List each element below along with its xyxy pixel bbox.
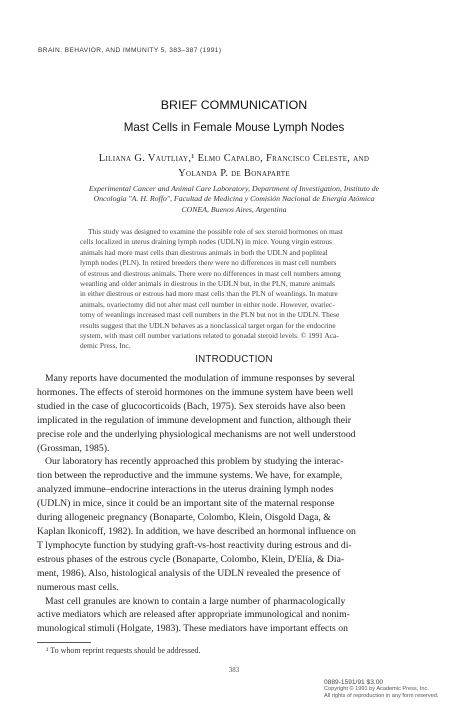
body-line: implicated in the regulation of immune development and function, although their <box>37 414 351 426</box>
body-line: T lymphocyte function by studying graft-vs-host reactivity during estrous and di- <box>37 539 352 551</box>
footnote: ¹ To whom reprint requests should be addressed. <box>46 646 201 655</box>
abstract <box>80 227 388 352</box>
running-head: BRAIN, BEHAVIOR, AND IMMUNITY 5, 383–387 (1991) <box>38 47 222 54</box>
body-line: Mast cell granules are known to contain a large number of pharmacologically <box>45 595 346 607</box>
body-line: (Grossman, 1985). <box>37 442 110 454</box>
section-heading: INTRODUCTION <box>195 354 273 365</box>
author-list <box>50 151 418 181</box>
author-line: Yolanda P. de Bonaparte <box>178 168 290 179</box>
author-line: Liliana G. Vautliay,¹ Elmo Capalbo, Francisco Celeste, and <box>98 153 370 164</box>
copyright-line: 0889-1591/91 $3.00 <box>324 679 384 686</box>
body-line: munological stimuli (Holgate, 1983). These mediators have important effects on <box>37 623 348 635</box>
footnote-divider <box>37 642 91 643</box>
body-line: Many reports have documented the modulation of immune responses by several <box>45 373 355 384</box>
body-text <box>37 372 435 636</box>
copyright-line: Copyright © 1991 by Academic Press, Inc. <box>324 686 429 692</box>
body-line: active mediators which are released after appropriate immunological and nonim- <box>37 609 350 621</box>
body-line: estrous phases of the estrous cycle (Bonaparte, Colombo, Klein, D'Elía, & Dia- <box>37 553 345 565</box>
affiliation-line: CONEA, Buenos Aires, Argentina <box>181 204 287 214</box>
abstract-line: tomy of weanlings increased mast cell numbers in the PLN but not in the UDLN. These <box>80 310 340 320</box>
abstract-line: system, with mast cell number variations related to gonadal steroid levels. © 1991 Aca- <box>80 331 339 341</box>
abstract-line: weanling and older animals in diestrous in the UDLN but, in the PLN, mature animals <box>80 279 335 289</box>
article-title: Mast Cells in Female Mouse Lymph Nodes <box>123 121 345 134</box>
body-line: numerous mast cells. <box>37 581 119 593</box>
affiliation <box>62 184 406 215</box>
abstract-line: This study was designed to examine the possible role of sex steroid hormones on mast <box>88 227 343 236</box>
section-label: BRIEF COMMUNICATION <box>160 98 308 112</box>
body-line: ment, 1986). Also, histological analysis of the UDLN revealed the presence of <box>37 567 341 579</box>
body-line: tion between the reproductive and the immune systems. We have, for example, <box>37 470 343 482</box>
body-line: Our laboratory has recently approached this problem by studying the interac- <box>45 456 344 468</box>
abstract-line: lymph nodes (PLN). In retired breeders there were no differences in mast cell numbers <box>80 258 337 268</box>
page-number: 383 <box>228 666 240 674</box>
body-line: Kaplan Ikonicoff, 1982). In addition, we have described an hormonal influence on <box>37 525 356 537</box>
copyright-notice <box>324 679 444 700</box>
abstract-line: of estrous and diestrous animals. There were no differences in mast cell numbers among <box>80 268 341 278</box>
affiliation-line: Experimental Cancer and Animal Care Laboratory, Department of Investigation, Instituto de <box>88 184 380 193</box>
abstract-line: results suggest that the UDLN behaves as a nonclassical target organ for the endocrine <box>80 320 336 330</box>
abstract-line: cells localized in uterus draining lymph nodes (UDLN) in mice. Young virgin estrous <box>80 237 332 247</box>
abstract-line: in either diestrous or estrous had more mast cells than the PLN of weanlings. In mature <box>80 289 338 299</box>
body-line: during allogeneic pregnancy (Bonaparte, Colombo, Klein, Oisgold Daga, & <box>37 512 331 524</box>
body-line: analyzed immune–endocrine interactions in the uterus draining lymph nodes <box>37 484 334 496</box>
body-line: precise role and the underlying physiological mechanisms are not well understood <box>37 428 356 440</box>
copyright-line: All rights of reproduction in any form reserved. <box>324 693 439 699</box>
body-line: hormones. The effects of steroid hormones on the immune system have been well <box>37 386 354 398</box>
affiliation-line: Oncología "A. H. Roffo", Facultad de Medicina y Comisión Nacional de Energía Atómica <box>93 194 375 204</box>
body-line: studied in the case of glucocorticoids (Bach, 1975). Sex steroids have also been <box>37 400 346 412</box>
abstract-line: demic Press, Inc. <box>80 341 131 351</box>
abstract-line: animals had more mast cells than diestrous animals in both the UDLN and popliteal <box>80 247 328 257</box>
abstract-line: animals, ovariectomy did not alter mast cell number in either node. However, ovariec- <box>80 299 335 309</box>
body-line: (UDLN) in mice, since it could be an important site of the maternal response <box>37 498 335 510</box>
